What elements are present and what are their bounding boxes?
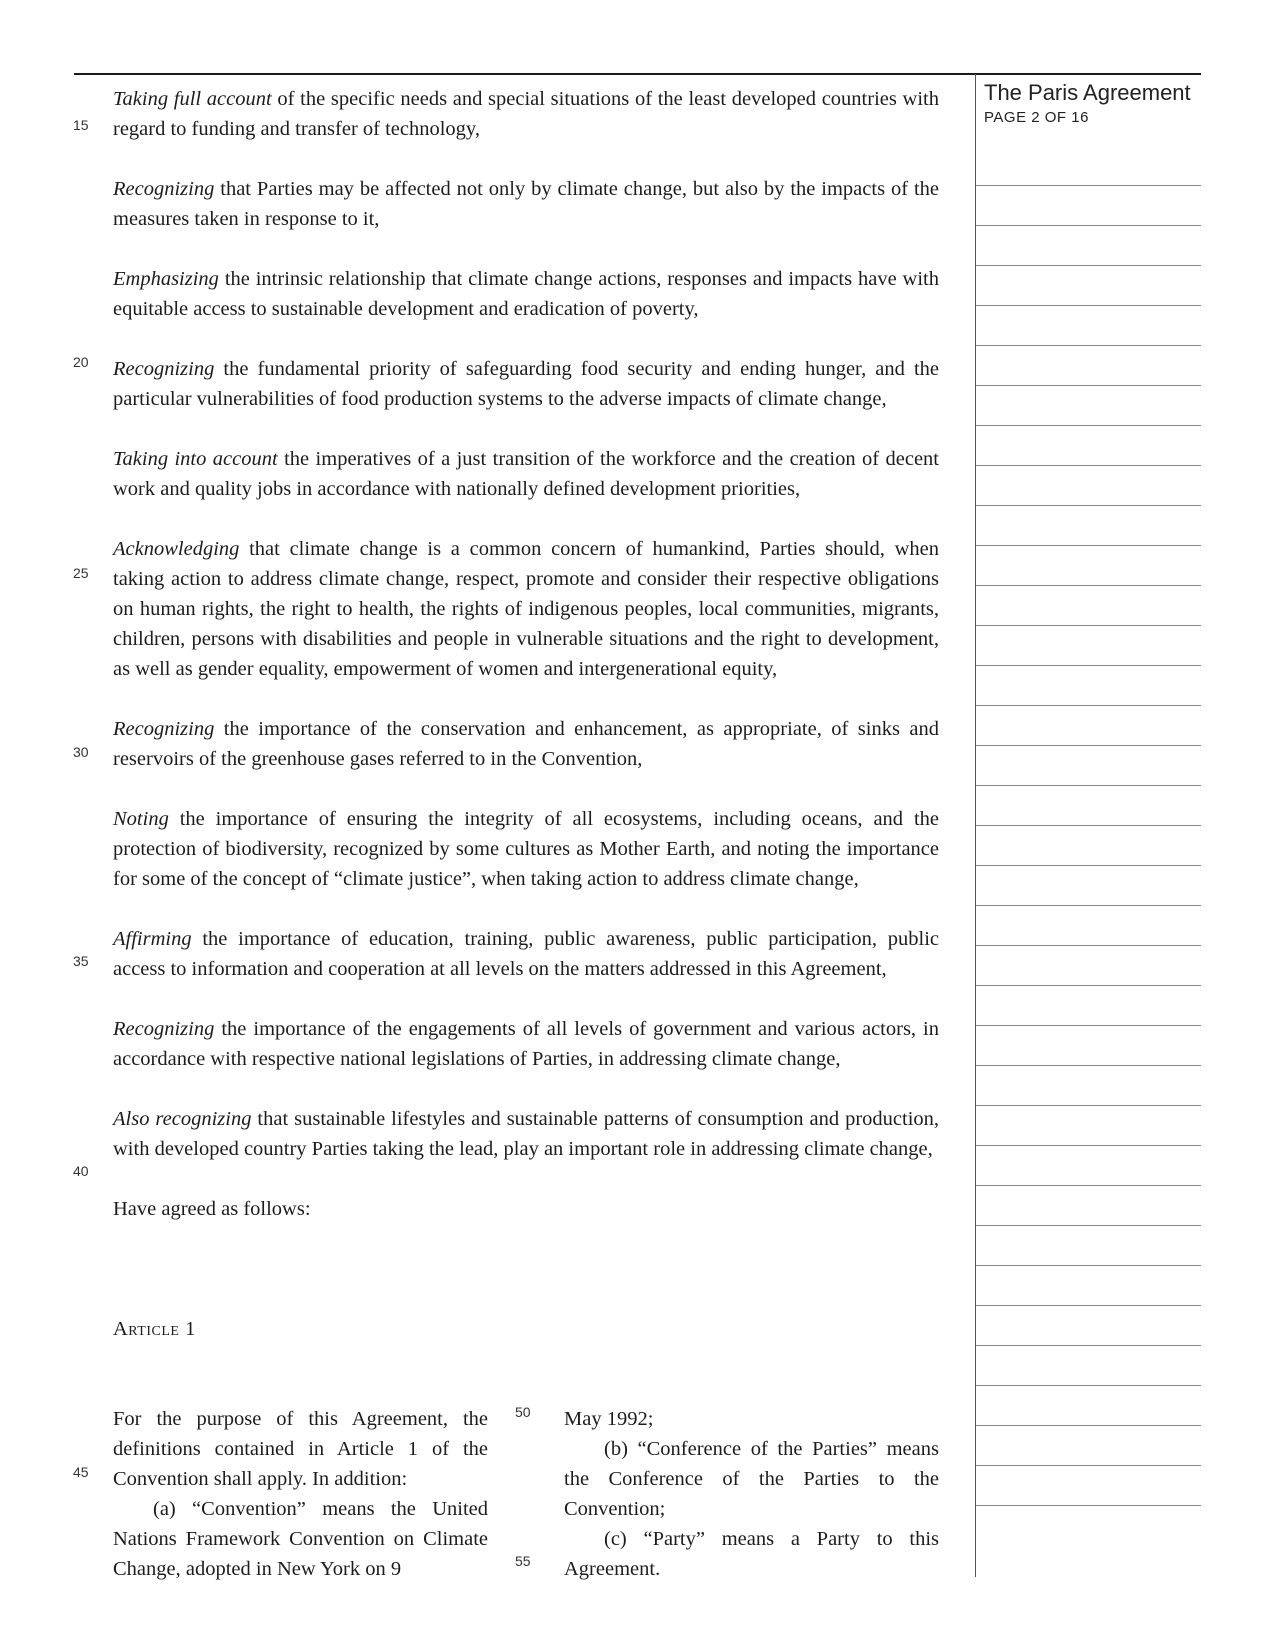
note-rule-line bbox=[976, 1465, 1201, 1466]
definition-item: (c) “Party” means a Party to this Agreement. bbox=[564, 1528, 939, 1580]
article-column-right bbox=[564, 1404, 939, 1584]
paragraph-lead: Taking into account bbox=[113, 448, 278, 470]
preamble-text bbox=[113, 84, 939, 1374]
note-rule-line bbox=[976, 1065, 1201, 1066]
preamble-paragraph bbox=[113, 714, 939, 774]
note-rule-line bbox=[976, 1145, 1201, 1146]
preamble-paragraph bbox=[113, 174, 939, 234]
line-number: 45 bbox=[73, 1464, 89, 1480]
paragraph-lead: Recognizing bbox=[113, 358, 215, 380]
note-rule-line bbox=[976, 1425, 1201, 1426]
definition-item-continuation: May 1992; bbox=[564, 1408, 654, 1430]
paragraph-lead: Acknowledging bbox=[113, 538, 240, 560]
preamble-paragraph bbox=[113, 264, 939, 324]
paragraph-lead: Taking full account bbox=[113, 88, 272, 110]
preamble-paragraph bbox=[113, 444, 939, 504]
paragraph-lead: Recognizing bbox=[113, 1018, 215, 1040]
page-number: PAGE 2 OF 16 bbox=[984, 109, 1089, 126]
note-rule-line bbox=[976, 745, 1201, 746]
paragraph-text: the fundamental priority of safeguarding food security and ending hunger, and the particular vulnerabilities of food production systems to the adverse impacts of climate change, bbox=[113, 358, 939, 410]
article-heading: Article 1 bbox=[113, 1318, 196, 1340]
note-rule-line bbox=[976, 185, 1201, 186]
paragraph-text: that climate change is a common concern of humankind, Parties should, when taking action to address climate change, respect, promote and consider their respective obligations on human rights, the right to health, the rights of indigenous peoples, local communities, migrants, children, persons with disabilities and people in vulnerable situations and the right to development, as well as gender equality, empowerment of women and intergenerational equity, bbox=[113, 538, 939, 680]
note-rule-line bbox=[976, 345, 1201, 346]
paragraph-text: the intrinsic relationship that climate change actions, responses and impacts have with equitable access to sustainable development and eradication of poverty, bbox=[113, 268, 939, 320]
paragraph-lead: Recognizing bbox=[113, 718, 215, 740]
line-number: 25 bbox=[73, 565, 89, 581]
note-rule-line bbox=[976, 825, 1201, 826]
paragraph-lead: Also recognizing bbox=[113, 1108, 252, 1130]
note-rule-line bbox=[976, 1185, 1201, 1186]
line-number: 55 bbox=[515, 1553, 531, 1569]
note-rule-line bbox=[976, 705, 1201, 706]
preamble-paragraph bbox=[113, 924, 939, 984]
definition-item: (a) “Convention” means the United Nations Framework Convention on Climate Change, adopted in New York on 9 bbox=[113, 1498, 488, 1580]
note-rule-line bbox=[976, 465, 1201, 466]
note-rule-line bbox=[976, 1225, 1201, 1226]
line-number: 15 bbox=[73, 117, 89, 133]
paragraph-text: that Parties may be affected not only by climate change, but also by the impacts of the measures taken in response to it, bbox=[113, 178, 939, 230]
note-rule-line bbox=[976, 225, 1201, 226]
line-number: 50 bbox=[515, 1404, 531, 1420]
paragraph-text: that sustainable lifestyles and sustainable patterns of consumption and production, with developed country Parties taking the lead, play an important role in addressing climate change, bbox=[113, 1108, 940, 1160]
preamble-paragraph bbox=[113, 1014, 939, 1074]
paragraph-text: the importance of the engagements of all levels of government and various actors, in accordance with respective national legislations of Parties, in addressing climate change, bbox=[113, 1018, 939, 1070]
paragraph-text: the importance of ensuring the integrity of all ecosystems, including oceans, and the protection of biodiversity, recognized by some cultures as Mother Earth, and noting the importance for some of the concept of “climate justice”, when taking action to address climate change, bbox=[113, 808, 939, 890]
page-header bbox=[984, 80, 1191, 128]
paragraph-text: the imperatives of a just transition of the workforce and the creation of decent work and quality jobs in accordance with nationally defined development priorities, bbox=[113, 448, 939, 500]
article-column-left bbox=[113, 1404, 488, 1584]
note-rule-line bbox=[976, 865, 1201, 866]
preamble-paragraph bbox=[113, 1104, 939, 1164]
note-rule-line bbox=[976, 385, 1201, 386]
line-number: 20 bbox=[73, 354, 89, 370]
note-rule-line bbox=[976, 1025, 1201, 1026]
paragraph-text: of the specific needs and special situations of the least developed countries with regard to funding and transfer of technology, bbox=[113, 88, 939, 140]
paragraph-text: the importance of the conservation and enhancement, as appropriate, of sinks and reservoirs of the greenhouse gases referred to in the Convention, bbox=[113, 718, 939, 770]
paragraph-lead: Noting bbox=[113, 808, 169, 830]
note-rule-line bbox=[976, 1105, 1201, 1106]
note-rule-line bbox=[976, 545, 1201, 546]
note-rule-line bbox=[976, 905, 1201, 906]
note-rule-line bbox=[976, 625, 1201, 626]
preamble-paragraph bbox=[113, 354, 939, 414]
line-number: 35 bbox=[73, 953, 89, 969]
note-rule-line bbox=[976, 1305, 1201, 1306]
note-rule-line bbox=[976, 785, 1201, 786]
top-rule bbox=[74, 73, 1201, 75]
paragraph-lead: Emphasizing bbox=[113, 268, 219, 290]
document-title: The Paris Agreement bbox=[984, 80, 1191, 105]
preamble-paragraph bbox=[113, 534, 939, 684]
definition-item: (b) “Conference of the Parties” means the Conference of the Parties to the Convention; bbox=[564, 1438, 939, 1520]
note-rule-line bbox=[976, 945, 1201, 946]
note-rule-line bbox=[976, 425, 1201, 426]
note-rule-line bbox=[976, 1345, 1201, 1346]
article-intro: For the purpose of this Agreement, the definitions contained in Article 1 of the Convention shall apply. In addition: bbox=[113, 1408, 488, 1490]
paragraph-lead: Affirming bbox=[113, 928, 192, 950]
note-rule-line bbox=[976, 665, 1201, 666]
note-rule-line bbox=[976, 1265, 1201, 1266]
note-rule-line bbox=[976, 265, 1201, 266]
note-rule-line bbox=[976, 305, 1201, 306]
paragraph-text: the importance of education, training, public awareness, public participation, public access to information and cooperation at all levels on the matters addressed in this Agreement, bbox=[113, 928, 939, 980]
note-rule-line bbox=[976, 985, 1201, 986]
line-number: 40 bbox=[73, 1163, 89, 1179]
paragraph-lead: Recognizing bbox=[113, 178, 215, 200]
note-rule-line bbox=[976, 1505, 1201, 1506]
preamble-paragraph bbox=[113, 84, 939, 144]
note-rule-line bbox=[976, 505, 1201, 506]
closing-statement: Have agreed as follows: bbox=[113, 1198, 311, 1220]
preamble-paragraph bbox=[113, 804, 939, 894]
note-rule-line bbox=[976, 1385, 1201, 1386]
note-rule-line bbox=[976, 585, 1201, 586]
line-number: 30 bbox=[73, 744, 89, 760]
